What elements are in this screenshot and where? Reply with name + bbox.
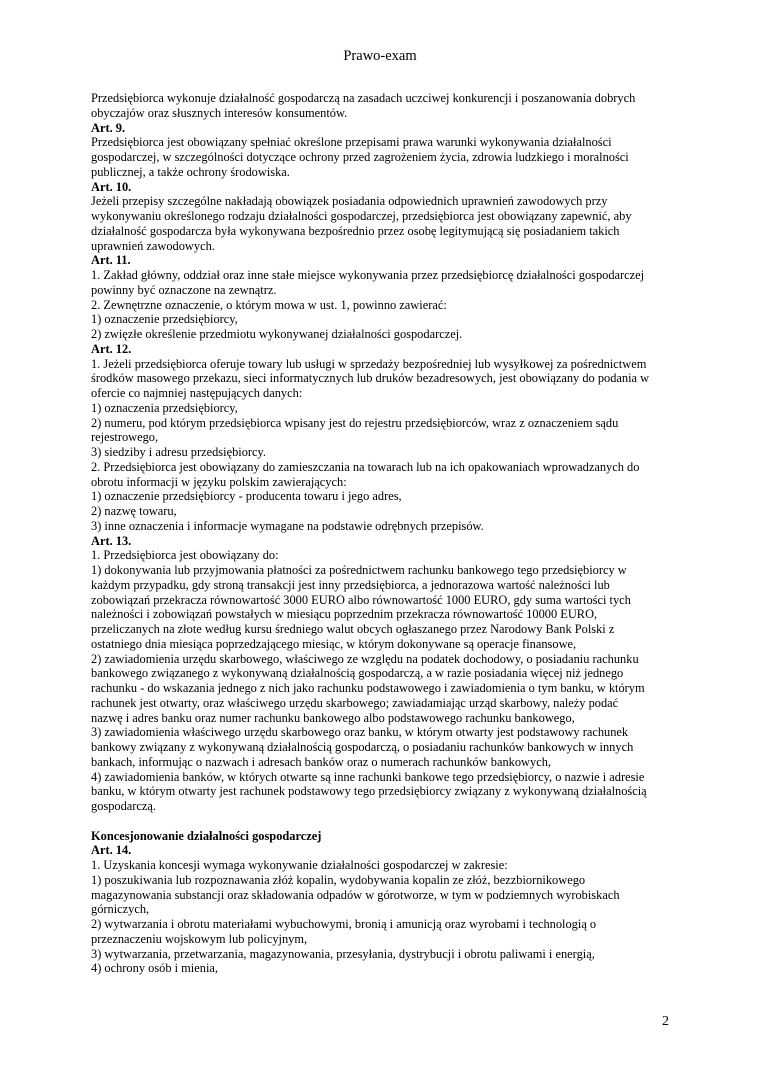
text-line: wykonywaniu określonego rodzaju działalności gospodarczej, przedsiębiorca jest obowiązany zapewnić, aby (91, 209, 632, 223)
text-line: ofercie co najmniej następujących danych: (91, 386, 303, 400)
text-line: bankowego związanego z wykonywaną działalnością gospodarczą, a w razie posiadania więcej niż jednego (91, 666, 624, 681)
section-heading: Art. 9. (91, 120, 126, 135)
text-line: przeliczanych na złote według kursu średniego walut obcych ogłaszanego przez Narodowy Bank Polski z (91, 622, 615, 636)
text-line: 3) inne oznaczenia i informacje wymagane na podstawie odrębnych przepisów. (91, 518, 484, 533)
blank-line (91, 814, 681, 829)
text-line: 2) numeru, pod którym przedsiębiorca wpisany jest do rejestru przedsiębiorców, wraz z oznaczeniem sądu (91, 415, 619, 430)
text-line: magazynowania substancji oraz składowania odpadów w górotworze, w tym w podziemnych wyrobiskach (91, 887, 620, 902)
text-line: banku, w którym otwarty jest rachunek podstawowy tego przedsiębiorcy związany z wykonywaną działalnością (91, 784, 647, 799)
text-line: 1) poszukiwania lub rozpoznawania złóż kopalin, wydobywania kopalin ze złóż, bezzbiornikowego (91, 872, 586, 887)
text-line: publicznej, a także ochrony środowiska. (91, 164, 290, 179)
text-line: powinny być oznaczone na zewnątrz. (91, 282, 277, 297)
text-line: 3) siedziby i adresu przedsiębiorcy. (91, 445, 267, 459)
text-line: 2) wytwarzania i obrotu materiałami wybuchowymi, bronią i amunicją oraz wyrobami i technologią o (91, 917, 597, 931)
section-heading: Art. 14. (91, 843, 132, 858)
text-line: Jeżeli przepisy szczególne nakładają obowiązek posiadania odpowiednich uprawnień zawodowych przy (91, 194, 608, 209)
text-line: nazwę i adres banku oraz numer rachunku bankowego albo podstawowego rachunku bankowego, (91, 710, 575, 725)
text-line: górniczych, (91, 902, 150, 917)
text-line: 2. Przedsiębiorca jest obowiązany do zamieszczania na towarach lub na ich opakowaniach wprowadzanych do (91, 459, 640, 474)
page-title: Prawo-exam (343, 48, 417, 64)
text-line: 1. Jeżeli przedsiębiorca oferuje towary lub usługi w sprzedaży bezpośredniej lub wysyłkowej za pośrednictwem (91, 356, 647, 371)
text-line: gospodarczą. (91, 799, 157, 813)
text-line: 4) zawiadomienia banków, w których otwarte są inne rachunki bankowe tego przedsiębiorcy, o nazwie i adresie (91, 769, 645, 784)
text-line: 1. Przedsiębiorca jest obowiązany do: (91, 548, 279, 563)
section-heading: Art. 13. (91, 533, 132, 548)
text-line: Przedsiębiorca wykonuje działalność gospodarczą na zasadach uczciwej konkurencji i poszanowania dobrych (91, 91, 636, 105)
text-line: 3) zawiadomienia właściwego urzędu skarbowego oraz banku, w którym otwarty jest podstawowy rachunek (91, 725, 629, 740)
text-line: gospodarczej, w szczególności dotyczące ochrony przed zagrożeniem życia, zdrowia ludzkiego i moralności (91, 150, 629, 164)
section-heading: Koncesjonowanie działalności gospodarczej (91, 828, 322, 843)
text-line: 1) oznaczenie przedsiębiorcy - producenta towaru i jego adres, (91, 489, 402, 504)
text-line: obrotu informacji w języku polskim zawierających: (91, 474, 347, 489)
text-line: 2) zawiadomienia urzędu skarbowego, właściwego ze względu na podatek dochodowy, o posiadaniu rachunku (91, 651, 639, 666)
section-heading: Art. 11. (91, 253, 131, 268)
text-line: rachunek jest otwarty, oraz właściwego urzędu skarbowego; zawiadamiając urząd skarbowy, należy podać (91, 695, 619, 710)
text-line: każdym przypadku, gdy stroną transakcji jest inny przedsiębiorca, a jednorazowa wartość należności lub (91, 577, 610, 592)
text-line: środków masowego przekazu, sieci informatycznych lub druków bezadresowych, jest obowiązany do podania w (91, 371, 650, 386)
text-line: należności i zobowiązań powstałych w miesiącu poprzednim przekracza równowartość 10000 EURO, (91, 607, 598, 622)
text-line: rejestrowego, (91, 430, 159, 445)
text-line: bankach, informując o nazwach i adresach banków oraz o numerach rachunków bankowych, (91, 754, 551, 769)
text-line: bankowy związany z wykonywaną działalnością gospodarczą, o posiadaniu rachunków bankowych w innych (91, 740, 634, 754)
page-number: 2 (662, 1014, 669, 1029)
text-line: działalność gospodarcza była wykonywana bezpośrednio przez osobę legitymującą się posiadaniem takich (91, 223, 620, 238)
text-line: ostatniego dnia miesiąca poprzedzającego miesiąc, w którym dokonywane są operacje finansowe, (91, 636, 577, 651)
text-line: 2) nazwę towaru, (91, 504, 177, 518)
text-line: 3) wytwarzania, przetwarzania, magazynowania, przesyłania, dystrybucji i obrotu paliwami i energią, (91, 946, 595, 961)
page-header (0, 47, 760, 65)
text-line: Przedsiębiorca jest obowiązany spełniać określone przepisami prawa warunki wykonywania działalności (91, 135, 612, 150)
text-line: przeznaczeniu wojskowym lub policyjnym, (91, 931, 308, 946)
text-line: 2) zwięzłe określenie przedmiotu wykonywanej działalności gospodarczej. (91, 327, 463, 341)
text-line: 1. Zakład główny, oddział oraz inne stałe miejsce wykonywania przez przedsiębiorcę działalności gospodarczej (91, 268, 645, 282)
text-line: zobowiązań przekracza równowartość 3000 EURO albo równowartość 1000 EURO, gdy suma wartości tych (91, 592, 631, 607)
text-line: 2. Zewnętrzne oznaczenie, o którym mowa w ust. 1, powinno zawierać: (91, 297, 447, 312)
text-line: rachunku - do wskazania jednego z nich jako rachunku podstawowego i zawiadomienia o tym banku, w którym (91, 681, 645, 695)
section-heading: Art. 10. (91, 179, 132, 194)
text-line: uprawnień zawodowych. (91, 238, 215, 253)
text-line: 1) dokonywania lub przyjmowania płatności za pośrednictwem rachunku bankowego tego przedsiębiorcy w (91, 563, 627, 577)
text-line: 1) oznaczenie przedsiębiorcy, (91, 312, 238, 327)
text-line: obyczajów oraz słusznych interesów konsumentów. (91, 105, 348, 120)
text-line: 1. Uzyskania koncesji wymaga wykonywanie działalności gospodarczej w zakresie: (91, 858, 508, 872)
text-line: 4) ochrony osób i mienia, (91, 961, 218, 976)
text-line: 1) oznaczenia przedsiębiorcy, (91, 400, 238, 415)
document-body (91, 91, 681, 976)
section-heading: Art. 12. (91, 341, 132, 356)
